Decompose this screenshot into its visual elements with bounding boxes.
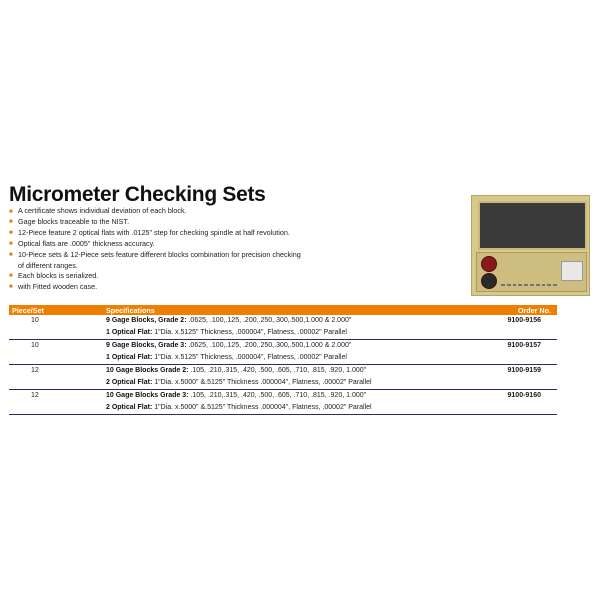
feature-item: ■ 10-Piece sets & 12-Piece sets feature different blocks combination for precision checking [9,249,301,259]
piece-count: 12 [31,392,39,399]
feature-item: ■ A certificate shows individual deviation of each block. [9,206,187,215]
spec-line: 10 Gage Blocks Grade 3: .105, .210,.315, .420, .500, .605, .710, .815, .920, 1.000" [106,392,367,399]
spec-line: 1 Optical Flat: 1"Dia. x.5125" Thickness, .000004", Flatness, .00002" Parallel [103,352,478,365]
optical-flat-icon [481,256,497,272]
bullet-icon: ■ [9,273,13,280]
spec-line: 9 Gage Blocks, Grade 3: .0625, .100,.125, .200,.250,.300,.500,1.000 & 2.000" [106,342,352,349]
feature-list [9,206,369,293]
bullet-icon: ■ [9,219,13,226]
optical-flat-icon [481,273,497,289]
piece-count: 10 [31,317,39,324]
table-row [9,352,557,365]
order-number: 9100-9157 [507,342,541,349]
feature-item: ■ 12-Piece feature 2 optical flats with .0125" step for checking spindle at half revolution. [9,227,290,237]
page-title: Micrometer Checking Sets [9,183,266,206]
case-base [476,252,587,292]
feature-item: ■ Each blocks is serialized. [9,270,99,280]
bullet-icon: ■ [9,208,13,215]
order-number: 9100-9159 [507,367,541,374]
feature-item: ■ with Fitted wooden case. [9,281,98,291]
piece-count: 12 [31,367,39,374]
feature-item: ■ Gage blocks traceable to the NIST. [9,216,130,226]
table-row [9,402,557,415]
header-order-no: Order No. [478,305,557,315]
table-row [9,390,557,403]
table-row [9,365,557,378]
table-row [9,377,557,390]
spec-line: 10 Gage Blocks Grade 2: .105, .210,.315, .420, .500, .605, .710, .815, .920, 1.000" [106,367,367,374]
spec-table [9,305,557,415]
bullet-icon: ■ [9,252,13,259]
bullet-icon: ■ [9,230,13,237]
spec-line: 2 Optical Flat: 1"Dia. x.5000" &.5125" Thickness .000004", Flatness, .00002" Parallel [103,377,478,390]
bullet-icon: ■ [9,284,13,291]
spec-line: 9 Gage Blocks, Grade 2: .0625, .100,.125, .200,.250,.300,.500,1.000 & 2.000" [106,317,352,324]
gage-block-plate [561,261,583,281]
bullet-icon: ■ [9,241,13,248]
order-number: 9100-9156 [507,317,541,324]
spec-line: 1 Optical Flat: 1"Dia. x.5125" Thickness, .000004", Flatness, .00002" Parallel [103,327,478,340]
order-number: 9100-9160 [507,392,541,399]
table-row [9,327,557,340]
header-specifications: Specifications [103,305,478,315]
header-piece-set: Piece/Set [9,305,103,315]
spec-line: 2 Optical Flat: 1"Dia. x.5000" &.5125" Thickness .000004", Flatness, .00002" Parallel [103,402,478,415]
piece-count: 10 [31,342,39,349]
case-lid [478,201,587,250]
table-row [9,340,557,353]
product-image [471,195,590,296]
gage-blocks [501,258,557,286]
feature-item-continued: of different ranges. [18,260,78,270]
table-row [9,315,557,327]
feature-item: ■ Optical flats are .0005" thickness accuracy. [9,238,155,248]
